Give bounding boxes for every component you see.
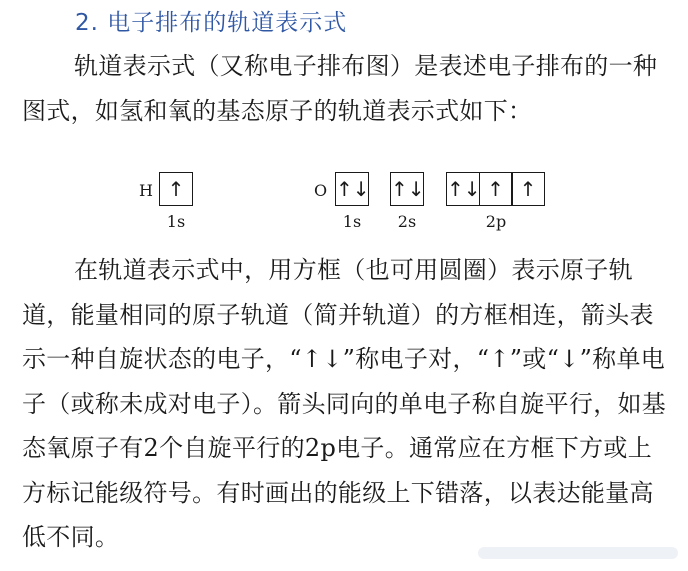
hydrogen-1s-box: ↑ xyxy=(159,172,193,206)
oxygen-1s-box: ↑↓ xyxy=(335,172,369,206)
orbital-diagram xyxy=(0,168,688,238)
oxygen-1s-label: 1s xyxy=(342,212,362,231)
oxygen-2p-box-1: ↑↓ xyxy=(446,172,480,206)
oxygen-2s-box: ↑↓ xyxy=(390,172,424,206)
paragraph-explanation xyxy=(22,248,674,560)
oxygen-2p-box-3: ↑ xyxy=(511,172,545,206)
paragraph-intro-text: 轨道表示式（又称电子排布图）是表述电子排布的一种图式，如氢和氧的基态原子的轨道表示式如下： xyxy=(22,52,658,125)
watermark-decoration xyxy=(478,543,678,563)
oxygen-symbol: O xyxy=(314,181,328,200)
oxygen-2s-label: 2s xyxy=(397,212,417,231)
paragraph-explanation-text: 在轨道表示式中，用方框（也可用圆圈）表示原子轨道，能量相同的原子轨道（简并轨道）的方框相连，箭头表示一种自旋状态的电子，“↑↓”称电子对，“↑”或“↓”称单电子（或称未成对电子）。箭头同向的单电子称自旋平行，如基态氧原子有2个自旋平行的2p电子。通常应在方框下方或上方标记能级符号。有时画出的能级上下错落，以表达能量高低不同。 xyxy=(22,256,667,551)
hydrogen-1s-label: 1s xyxy=(166,212,186,231)
hydrogen-symbol: H xyxy=(139,181,153,200)
oxygen-2p-label: 2p xyxy=(485,212,507,231)
oxygen-2p-box-2: ↑ xyxy=(479,172,513,206)
section-heading: 2. 电子排布的轨道表示式 xyxy=(75,10,348,36)
paragraph-intro xyxy=(22,44,674,133)
